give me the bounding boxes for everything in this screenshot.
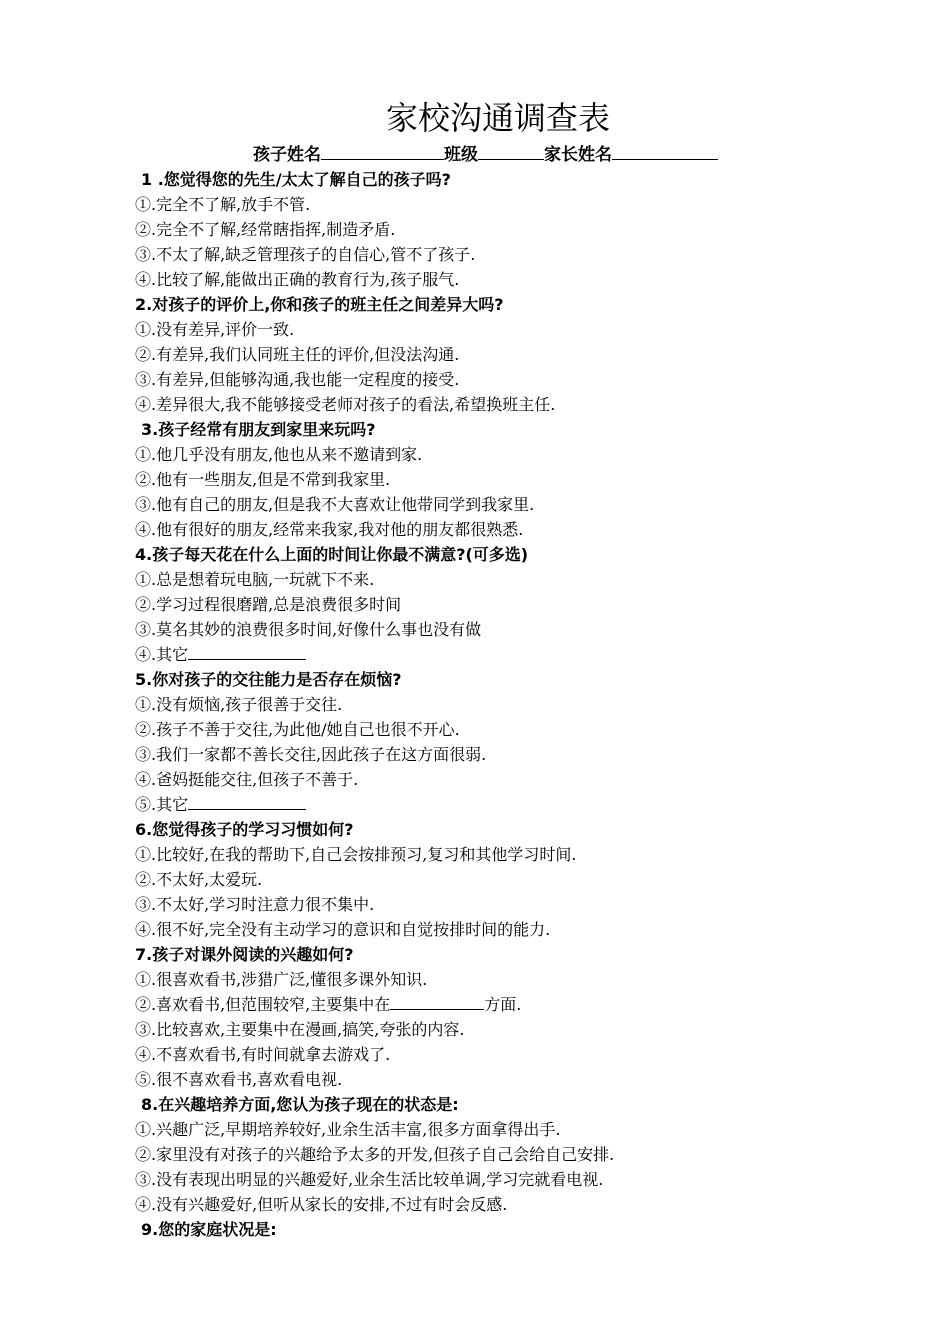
class-blank[interactable]: [478, 144, 544, 160]
option-3: ③.不太好,学习时注意力很不集中.: [135, 895, 375, 914]
option-1: ①.完全不了解,放手不管.: [135, 195, 311, 214]
option-1: ①.比较好,在我的帮助下,自己会按排预习,复习和其他学习时间.: [135, 845, 577, 864]
parent-name-blank[interactable]: [612, 144, 718, 160]
option-2: ②.家里没有对孩子的兴趣给予太多的开发,但孩子自己会给自己安排.: [135, 1145, 615, 1164]
option-4: ④.爸妈挺能交往,但孩子不善于.: [135, 770, 359, 789]
reading-area-blank[interactable]: [390, 994, 484, 1010]
question-list: [135, 167, 875, 1242]
option-1: ①.没有差异,评价一致.: [135, 320, 295, 339]
parent-name-label: 家长姓名: [544, 145, 612, 165]
question-4: [135, 542, 875, 667]
other-blank[interactable]: [188, 794, 306, 810]
question-title: 5.你对孩子的交往能力是否存在烦恼?: [135, 670, 402, 689]
option-3: ③.不太了解,缺乏管理孩子的自信心,管不了孩子.: [135, 245, 476, 264]
question-title: 4.孩子每天花在什么上面的时间让你最不满意?(可多选): [135, 545, 529, 564]
question-7: [135, 942, 875, 1092]
question-5: [135, 667, 875, 817]
option-4: ④.不喜欢看书,有时间就拿去游戏了.: [135, 1045, 391, 1064]
option-2: ②.学习过程很磨蹭,总是浪费很多时间: [135, 595, 402, 614]
question-8: [135, 1092, 875, 1217]
option-2: ②.喜欢看书,但范围较窄,主要集中在: [135, 995, 391, 1014]
question-title: 7.孩子对课外阅读的兴趣如何?: [135, 945, 354, 964]
option-3: ③.比较喜欢,主要集中在漫画,搞笑,夸张的内容.: [135, 1020, 465, 1039]
question-title: 9.您的家庭状况是:: [141, 1220, 277, 1239]
option-2-suffix: 方面.: [484, 995, 522, 1014]
option-5: ⑤.很不喜欢看书,喜欢看电视.: [135, 1070, 343, 1089]
option-3: ③.我们一家都不善长交往,因此孩子在这方面很弱.: [135, 745, 487, 764]
option-2: ②.有差异,我们认同班主任的评价,但没法沟通.: [135, 345, 460, 364]
question-title: 8.在兴趣培养方面,您认为孩子现在的状态是:: [141, 1095, 459, 1114]
option-4: ④.差异很大,我不能够接受老师对孩子的看法,希望换班主任.: [135, 395, 556, 414]
option-2-row: [135, 992, 875, 1017]
option-4: ④.比较了解,能做出正确的教育行为,孩子服气.: [135, 270, 460, 289]
option-2: ②.完全不了解,经常瞎指挥,制造矛盾.: [135, 220, 396, 239]
class-label: 班级: [444, 145, 478, 165]
option-1: ①.很喜欢看书,涉猎广泛,懂很多课外知识.: [135, 970, 428, 989]
question-6: [135, 817, 875, 942]
option-3: ③.他有自己的朋友,但是我不大喜欢让他带同学到我家里.: [135, 495, 535, 514]
option-1: ①.总是想着玩电脑,一玩就下不来.: [135, 570, 375, 589]
option-1: ①.他几乎没有朋友,他也从来不邀请到家.: [135, 445, 423, 464]
page-title: 家校沟通调查表: [385, 99, 610, 137]
option-2: ②.孩子不善于交往,为此他/她自己也很不开心.: [135, 720, 460, 739]
option-2: ②.他有一些朋友,但是不常到我家里.: [135, 470, 391, 489]
child-name-label: 孩子姓名: [253, 145, 321, 165]
option-5: ⑤.其它: [135, 795, 189, 814]
question-9: [135, 1217, 875, 1242]
option-4: ④.没有兴趣爱好,但听从家长的安排,不过有时会反感.: [135, 1195, 508, 1214]
question-2: [135, 292, 875, 417]
option-4-row: [135, 642, 875, 667]
question-title: 6.您觉得孩子的学习习惯如何?: [135, 820, 354, 839]
child-name-blank[interactable]: [321, 144, 444, 160]
option-3: ③.有差异,但能够沟通,我也能一定程度的接受.: [135, 370, 460, 389]
question-title: 2.对孩子的评价上,你和孩子的班主任之间差异大吗?: [135, 295, 504, 314]
option-4: ④.其它: [135, 645, 189, 664]
info-line: [253, 144, 718, 166]
question-title: 3.孩子经常有朋友到家里来玩吗?: [141, 420, 376, 439]
option-5-row: [135, 792, 875, 817]
option-1: ①.没有烦恼,孩子很善于交往.: [135, 695, 343, 714]
option-2: ②.不太好,太爱玩.: [135, 870, 263, 889]
option-3: ③.没有表现出明显的兴趣爱好,业余生活比较单调,学习完就看电视.: [135, 1170, 604, 1189]
question-1: [135, 167, 875, 292]
option-4: ④.他有很好的朋友,经常来我家,我对他的朋友都很熟悉.: [135, 520, 524, 539]
option-4: ④.很不好,完全没有主动学习的意识和自觉按排时间的能力.: [135, 920, 551, 939]
question-title: 1 .您觉得您的先生/太太了解自己的孩子吗?: [141, 170, 451, 189]
other-blank[interactable]: [188, 644, 306, 660]
question-3: [135, 417, 875, 542]
option-3: ③.莫名其妙的浪费很多时间,好像什么事也没有做: [135, 620, 482, 639]
option-1: ①.兴趣广泛,早期培养较好,业余生活丰富,很多方面拿得出手.: [135, 1120, 561, 1139]
